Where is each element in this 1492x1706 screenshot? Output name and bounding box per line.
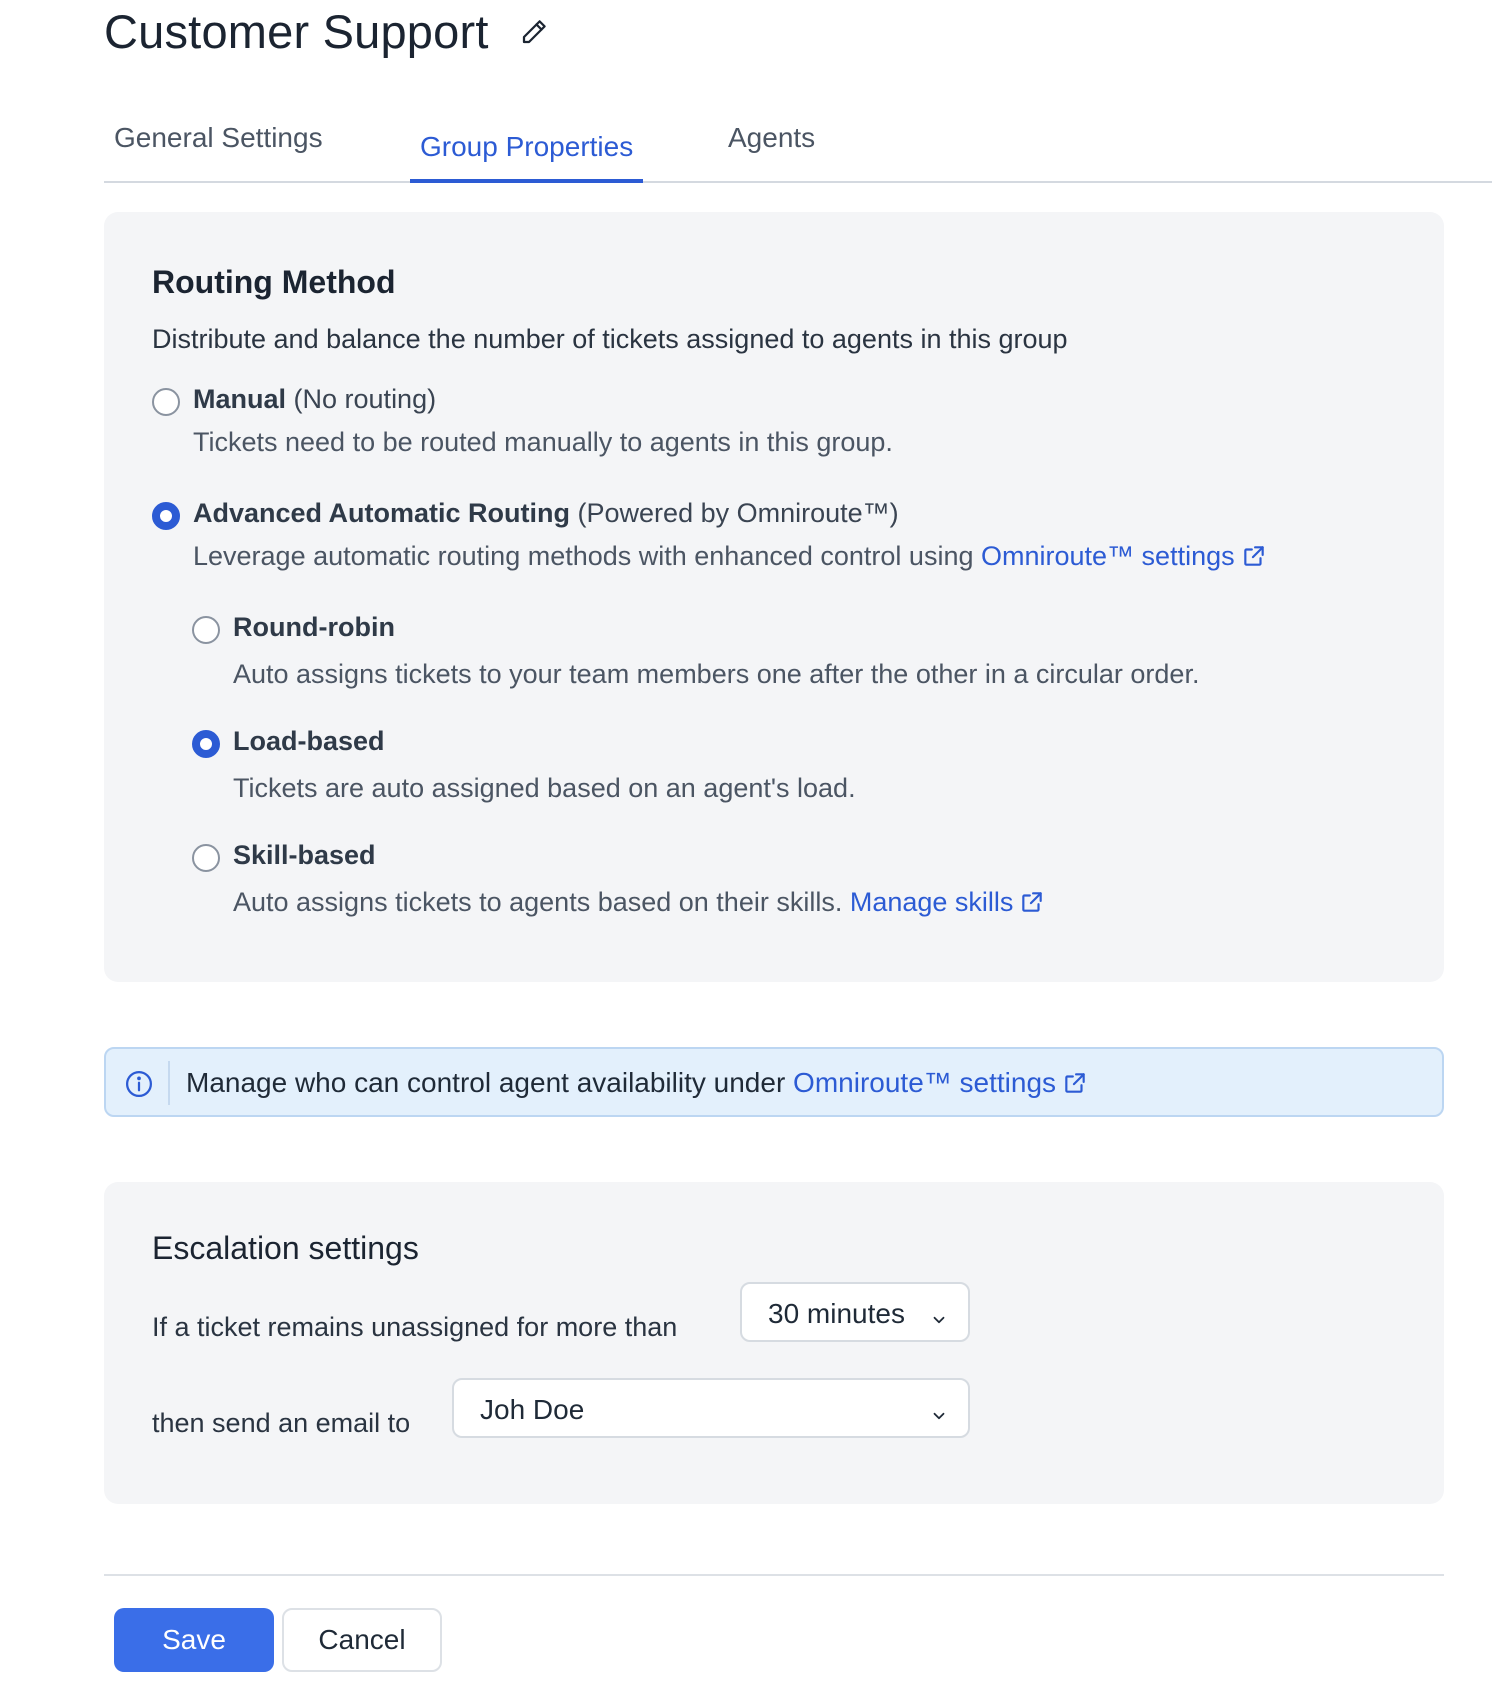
advanced-label: Advanced Automatic Routing [193,498,571,528]
cancel-button[interactable]: Cancel [282,1608,442,1672]
escalation-settings-card [104,1182,1444,1504]
round-robin-description: Auto assigns tickets to your team members one after the other in a circular order. [233,659,1200,689]
recipient-value: Joh Doe [480,1394,585,1425]
duration-select[interactable] [740,1282,970,1342]
round-robin-radio[interactable] [192,616,220,644]
duration-value: 30 minutes [768,1298,905,1329]
advanced-description-row [193,541,1267,572]
manual-option-label[interactable] [193,384,436,415]
load-based-radio[interactable] [192,730,220,758]
info-icon [124,1069,154,1099]
skill-based-label[interactable]: Skill-based [233,840,376,870]
page-header [104,4,549,59]
advanced-option-label[interactable] [193,498,899,529]
manual-label: Manual [193,384,287,414]
manage-skills-link[interactable]: Manage skills [850,887,1046,917]
escalation-action-label: then send an email to [152,1408,411,1438]
skill-based-description-row [233,887,1045,918]
info-banner [104,1047,1444,1117]
external-link-icon [1241,543,1267,569]
load-based-label[interactable]: Load-based [233,726,385,756]
info-message [186,1067,1088,1099]
info-divider [168,1061,170,1105]
edit-pencil-icon[interactable] [519,17,549,47]
info-omniroute-settings-link[interactable]: Omniroute™ settings [793,1067,1088,1098]
save-button[interactable]: Save [114,1608,274,1672]
external-link-icon [1019,889,1045,915]
chevron-down-icon [930,1304,948,1322]
advanced-suffix: (Powered by Omniroute™) [577,498,899,528]
advanced-description: Leverage automatic routing methods with enhanced control using [193,541,974,571]
escalation-condition-label: If a ticket remains unassigned for more than [152,1312,678,1342]
escalation-title: Escalation settings [152,1230,419,1266]
page-title: Customer Support [104,5,489,58]
routing-method-title: Routing Method [152,264,396,300]
routing-method-description: Distribute and balance the number of tickets assigned to agents in this group [152,324,1068,354]
manual-description: Tickets need to be routed manually to agents in this group. [193,427,893,457]
routing-method-card [104,212,1444,982]
omniroute-settings-link[interactable]: Omniroute™ settings [981,541,1267,571]
chevron-down-icon [930,1400,948,1418]
tab-agents[interactable]: Agents [728,122,816,153]
skill-based-description: Auto assigns tickets to agents based on their skills. [233,887,843,917]
skill-based-radio[interactable] [192,844,220,872]
advanced-routing-radio[interactable] [152,502,180,530]
recipient-select[interactable] [452,1378,970,1438]
tab-general-settings[interactable]: General Settings [114,122,323,153]
tab-bar [104,106,1492,183]
manual-suffix: (No routing) [293,384,437,414]
load-based-description: Tickets are auto assigned based on an agent's load. [233,773,856,803]
info-text: Manage who can control agent availability under [186,1067,786,1098]
round-robin-label[interactable]: Round-robin [233,612,395,642]
external-link-icon [1062,1070,1088,1096]
tab-group-properties[interactable]: Group Properties [410,131,643,183]
manual-radio[interactable] [152,388,180,416]
footer-divider [104,1574,1444,1576]
